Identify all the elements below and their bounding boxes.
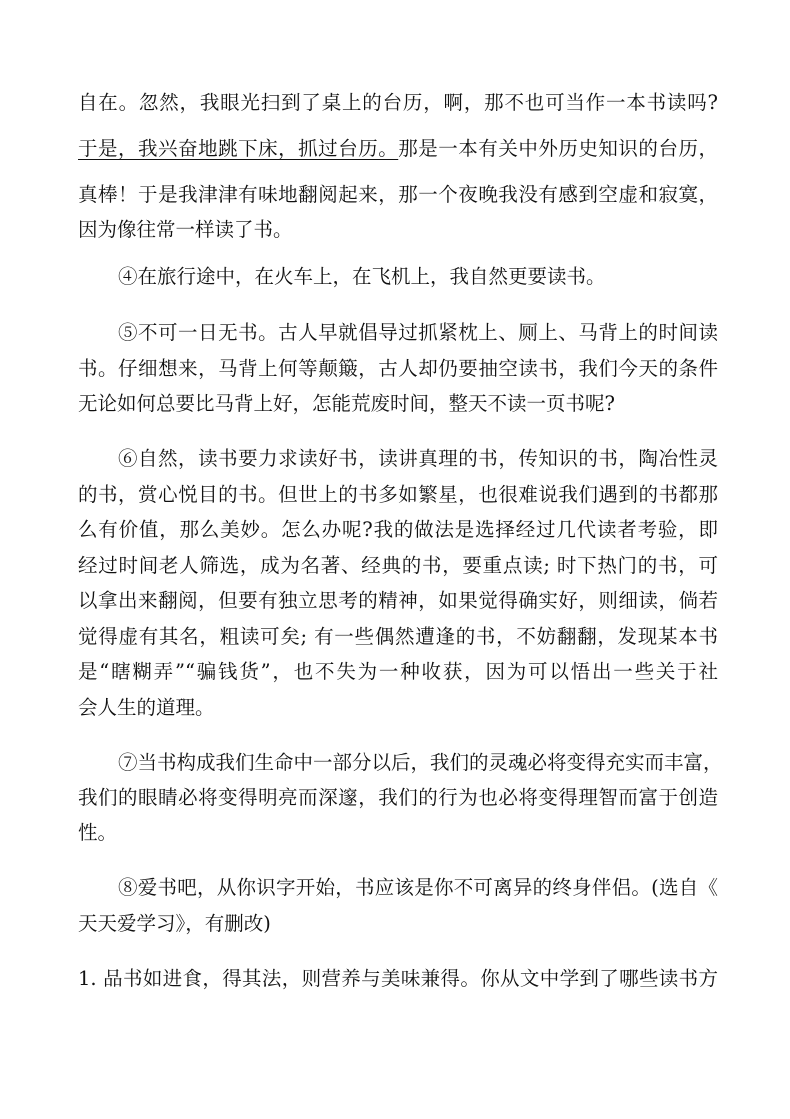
paragraph-6-line-5: 以拿出来翻阅，但要有独立思考的精神，如果觉得确实好，则细读，倘若	[78, 589, 718, 612]
question-1: 1. 品书如进食，得其法，则营养与美味兼得。你从文中学到了哪些读书方	[78, 967, 718, 990]
paragraph-6-line-7: 是“瞎糊弄”“骗钱货”，也不失为一种收获，因为可以悟出一些关于社	[78, 660, 718, 683]
paragraph-6-line-4: 经过时间老人筛选，成为名著、经典的书，要重点读; 时下热门的书，可	[78, 554, 718, 577]
underlined-sentence: 于是，我兴奋地跳下床，抓过台历。	[78, 137, 399, 160]
paragraph-6-line-1: ⑥自然，读书要力求读好书，读讲真理的书，传知识的书，陶冶性灵	[118, 447, 718, 470]
paragraph-4: ④在旅行途中，在火车上，在飞机上，我自然更要读书。	[118, 265, 606, 288]
paragraph-8-line-2: 天天爱学习》，有删改)	[78, 912, 271, 935]
paragraph-5-line-3: 无论如何总要比马背上好，怎能荒废时间，整天不读一页书呢?	[78, 392, 615, 415]
paragraph-6-line-6: 觉得虚有其名，粗读可矣; 有一些偶然遭逢的书，不妨翻翻，发现某本书	[78, 625, 718, 648]
text-line-2-rest: 那是一本有关中外历史知识的台历，	[398, 137, 718, 160]
paragraph-7-line-3: 性。	[78, 821, 118, 844]
paragraph-7-line-2: 我们的眼睛必将变得明亮而深邃，我们的行为也必将变得理智而富于创造	[78, 786, 718, 809]
paragraph-8-line-1: ⑧爱书吧，从你识字开始，书应该是你不可离异的终身伴侣。(选自《	[118, 876, 718, 899]
paragraph-5-line-2: 书。仔细想来，马背上何等颠簸，古人却仍要抽空读书，我们今天的条件	[78, 357, 718, 380]
text-line-2	[78, 138, 718, 160]
paragraph-6-line-3: 么有价值，那么美妙。怎么办呢?我的做法是选择经过几代读者考验，即	[78, 518, 718, 541]
paragraph-5-line-1: ⑤不可一日无书。古人早就倡导过抓紧枕上、厕上、马背上的时间读	[118, 321, 718, 344]
text-line-3: 真棒！于是我津津有味地翻阅起来，那一个夜晚我没有感到空虚和寂寞，	[78, 183, 718, 206]
paragraph-7-line-1: ⑦当书构成我们生命中一部分以后，我们的灵魂必将变得充实而丰富，	[118, 751, 723, 774]
text-line-4: 因为像往常一样读了书。	[78, 218, 293, 241]
paragraph-6-line-2: 的书，赏心悦目的书。但世上的书多如繁星，也很难说我们遇到的书都那	[78, 483, 718, 506]
text-line-1: 自在。忽然，我眼光扫到了桌上的台历，啊，那不也可当作一本书读吗?	[78, 91, 718, 114]
paragraph-6-line-8: 会人生的道理。	[78, 696, 215, 719]
